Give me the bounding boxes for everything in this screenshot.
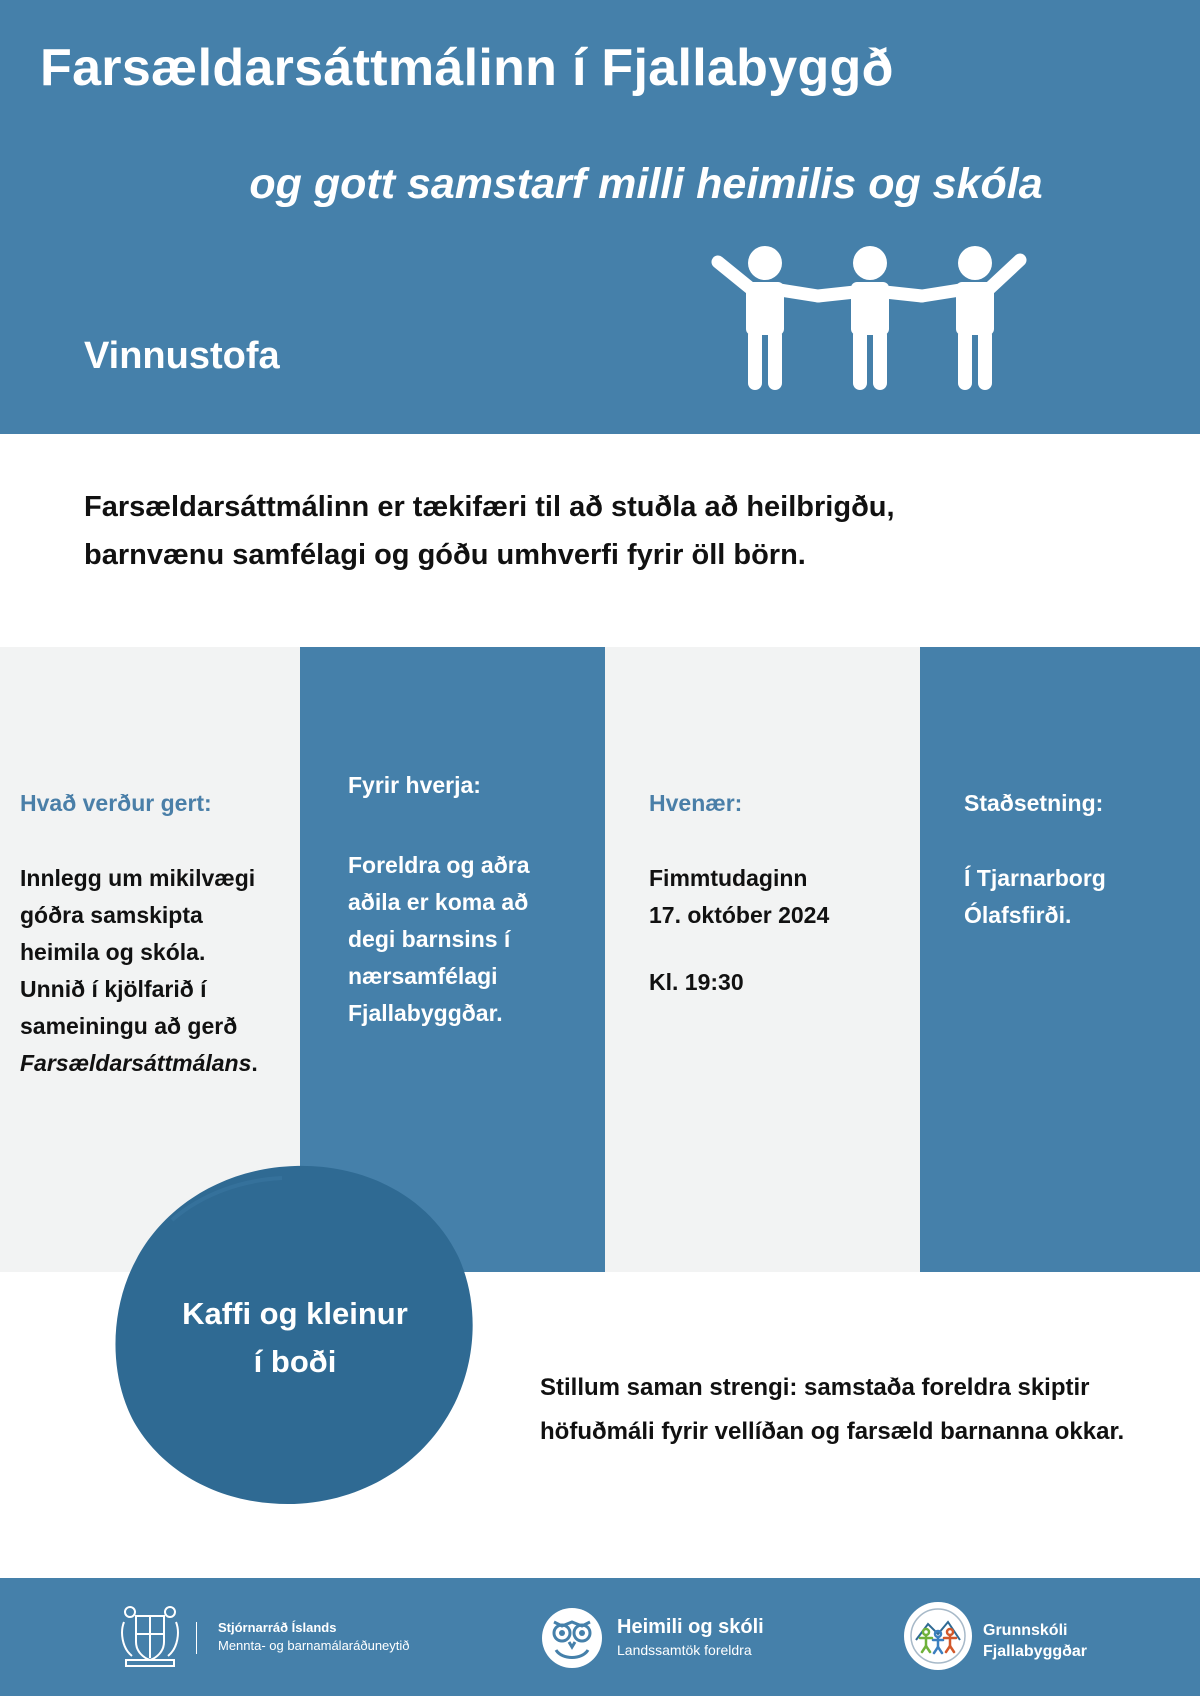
heimili-name: Heimili og skóli <box>617 1616 764 1638</box>
when-label: Hvenær: <box>649 790 743 816</box>
logo-divider <box>196 1622 197 1654</box>
ministry-name: Stjórnarráð Íslands <box>218 1620 337 1635</box>
info-column-where <box>920 647 1200 1272</box>
who-line: Foreldra og aðra <box>348 852 530 878</box>
where-line: Í Tjarnarborg <box>964 865 1106 891</box>
closing-text <box>540 1366 1180 1454</box>
people-holding-hands-icon <box>700 240 1030 390</box>
where-line: Ólafsfirði. <box>964 902 1072 928</box>
what-line: Innlegg um mikilvægi <box>20 865 256 891</box>
circle-line: Kaffi og kleinur <box>182 1296 408 1331</box>
info-column-when <box>605 647 920 1272</box>
event-type: Vinnustofa <box>84 335 280 377</box>
circle-line: í boði <box>253 1344 337 1379</box>
what-end: . <box>251 1050 258 1076</box>
where-label: Staðsetning: <box>964 790 1104 816</box>
footer-banner <box>0 1578 1200 1696</box>
what-line: Unnið í kjölfarið í <box>20 976 207 1002</box>
heimili-sub: Landssamtök foreldra <box>617 1642 752 1658</box>
intro-line: Farsældarsáttmálinn er tækifæri til að stuðla að heilbrigðu, <box>84 491 895 523</box>
page-title: Farsældarsáttmálinn í Fjallabyggð <box>40 39 894 97</box>
school-name-1: Grunnskóli <box>983 1622 1068 1639</box>
school-emblem-icon <box>902 1600 974 1672</box>
coat-of-arms-icon <box>118 1602 182 1668</box>
who-line: aðila er koma að <box>348 889 529 915</box>
coffee-circle-text <box>112 1290 478 1386</box>
what-line: heimila og skóla. <box>20 939 206 965</box>
what-line: sameiningu að gerð <box>20 1013 238 1039</box>
who-line: Fjallabyggðar. <box>348 1000 503 1026</box>
ministry-sub: Mennta- og barnamálaráðuneytið <box>218 1638 410 1653</box>
what-label: Hvað verður gert: <box>20 790 212 816</box>
page-subtitle: og gott samstarf milli heimilis og skóla <box>249 160 1043 208</box>
logo-text-ministry <box>218 1620 410 1653</box>
when-day: Fimmtudaginn <box>649 865 808 891</box>
when-time: Kl. 19:30 <box>649 969 744 995</box>
closing-line: Stillum saman strengi: samstaða foreldra skiptir <box>540 1374 1090 1401</box>
what-line: góðra samskipta <box>20 902 203 928</box>
logo-text-school <box>983 1620 1087 1662</box>
when-date: 17. október 2024 <box>649 902 830 928</box>
school-name-2: Fjallabyggðar <box>983 1643 1088 1660</box>
who-body <box>348 847 588 1032</box>
what-line-last <box>20 1045 295 1082</box>
what-body <box>20 860 295 1082</box>
who-line: degi barnsins í <box>348 926 511 952</box>
header-banner <box>0 0 1200 434</box>
where-body <box>964 860 1194 934</box>
who-label: Fyrir hverja: <box>348 772 481 798</box>
what-italic: Farsældarsáttmálans <box>20 1050 252 1076</box>
intro-text <box>84 483 1144 579</box>
logo-text-heimili <box>617 1616 764 1658</box>
when-body <box>649 860 909 1001</box>
who-line: nærsamfélagi <box>348 963 498 989</box>
owl-icon <box>540 1606 604 1670</box>
intro-line: barnvænu samfélagi og góðu umhverfi fyrir öll börn. <box>84 539 806 571</box>
closing-line: höfuðmáli fyrir vellíðan og farsæld barnanna okkar. <box>540 1418 1125 1445</box>
